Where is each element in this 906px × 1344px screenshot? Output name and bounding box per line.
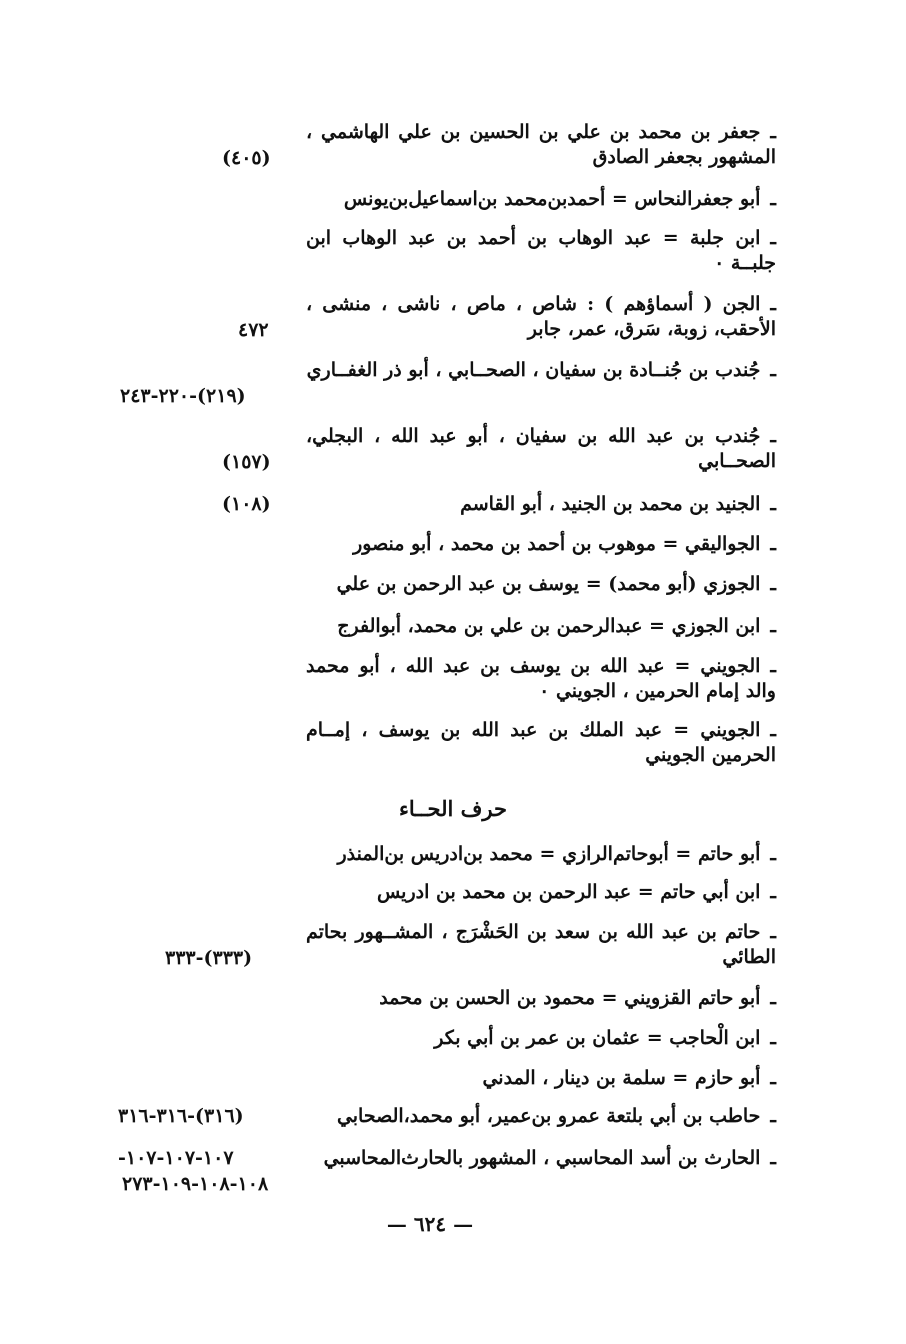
page-reference: (٣١٦)-٣١٦-٣١٦ bbox=[118, 1105, 244, 1127]
section-heading: حرف الحــاء bbox=[398, 796, 507, 821]
index-entry: ـأبو جعفرالنحاس = أحمدبن‌محمد بن‌اسماعيل‌بن‌يونس bbox=[343, 188, 776, 210]
index-entry: ـحاتم بن عبد الله بن سعد بن الحَشْرَج ، المشــهور بحاتم الطائي bbox=[306, 921, 776, 968]
index-entry: ـأبو حاتم = أبوحاتم‌الرازي = محمد بن‌ادريس بن‌المنذر bbox=[337, 843, 776, 865]
index-entry: ـأبو حازم = سلمة بن دينار ، المدني bbox=[482, 1067, 776, 1089]
index-entry: ـابن الجوزي = عبدالرحمن بن علي بن محمد، أبوالفرج bbox=[337, 615, 776, 637]
page-reference: (٢١٩)-٢٢٠-٢٤٣ bbox=[120, 385, 246, 407]
index-entry: ـالجواليقي = موهوب بن أحمد بن محمد ، أبو منصور bbox=[353, 533, 776, 555]
index-entry: ـالجوزي (أبو محمد) = يوسف بن عبد الرحمن بن علي bbox=[336, 573, 776, 595]
page-number: — ٦٢٤ — bbox=[386, 1212, 474, 1236]
page-reference: ٤٧٢ bbox=[238, 319, 269, 341]
page-reference: (١٠٨) bbox=[222, 493, 271, 515]
index-entry: ـجعفر بن محمد بن علي بن الحسين بن علي الهاشمي ، المشهور بجعفر الصادق bbox=[306, 121, 776, 168]
index-entry: ـحاطب بن أبي بلتعة عمرو بن‌عمير، أبو محمد،الصحابي bbox=[336, 1105, 776, 1127]
index-entry: ـالجويني = عبد الله بن يوسف بن عبد الله ، أبو محمد والد إمام الحرمين ، الجويني ٠ bbox=[306, 655, 776, 702]
index-entry: ـالجن ( أسماؤهم ) : شاص ، ماص ، ناشى ، منشى ، الأحقب، زوبة، سَرق، عمر، جابر bbox=[306, 293, 776, 340]
page-reference: ١٠٨-١٠٨-١٠٩-٢٧٣ bbox=[122, 1173, 269, 1195]
index-entry: ـالجويني = عبد الملك بن عبد الله بن يوسف ، إمــام الحرمين الجويني bbox=[306, 719, 776, 766]
index-entry: ـجُندب بن جُنــادة بن سفيان ، الصحــابي ، أبو ذر الغفــاري bbox=[306, 359, 776, 381]
page-reference: ١٠٧-١٠٧-١٠٧- bbox=[118, 1147, 234, 1169]
index-entry: ـالجنيد بن محمد بن الجنيد ، أبو القاسم bbox=[460, 493, 776, 515]
page-reference: (٣٣٣)-٣٣٣ bbox=[165, 947, 253, 969]
index-entry: ـابن جلبة = عبد الوهاب بن أحمد بن عبد الوهاب ابن جلبــة ٠ bbox=[306, 227, 776, 274]
page-reference: (٤٠٥) bbox=[222, 147, 271, 169]
index-entry: ـأبو حاتم القزويني = محمود بن الحسن بن محمد bbox=[379, 987, 776, 1009]
index-entry: ـالحارث بن أسد المحاسبي ، المشهور بالحارث‌المحاسبي bbox=[323, 1147, 776, 1169]
page-reference: (١٥٧) bbox=[222, 451, 271, 473]
index-entry: ـابن الْحاجب = عثمان بن عمر بن أبي بكر bbox=[434, 1027, 776, 1049]
index-entry: ـابن أبي حاتم = عبد الرحمن بن محمد بن ادريس bbox=[376, 881, 776, 903]
index-entry: ـجُندب بن عبد الله بن سفيان ، أبو عبد الله ، البجلي، الصحــابي bbox=[306, 425, 776, 472]
